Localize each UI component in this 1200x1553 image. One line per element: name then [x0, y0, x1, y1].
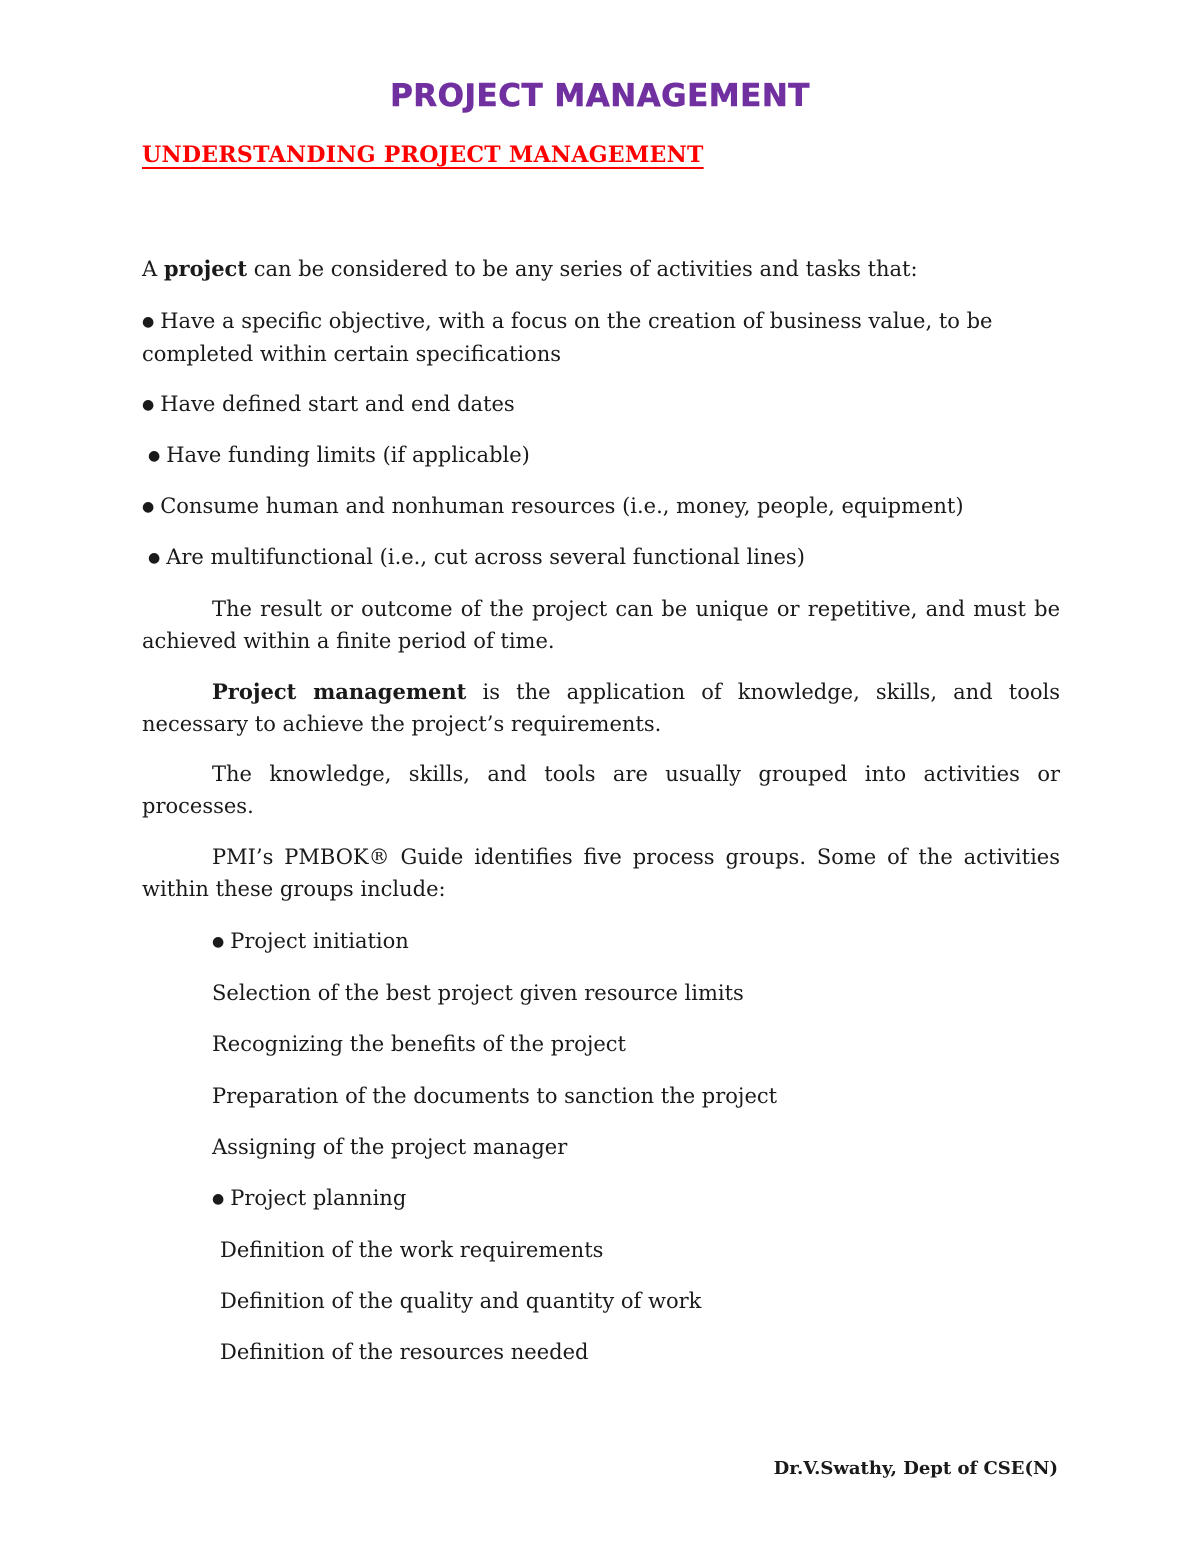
bullet-item — [148, 439, 530, 472]
section-heading: UNDERSTANDING PROJECT MANAGEMENT — [142, 142, 704, 168]
paragraph-project-management — [142, 676, 1060, 740]
bullet-icon: ● — [142, 314, 155, 330]
bullet-text: Have defined start and end dates — [160, 392, 515, 416]
list-item: Preparation of the documents to sanction the project — [212, 1084, 778, 1108]
pm-bold-term: Project management — [212, 679, 467, 704]
intro-sentence — [142, 253, 918, 285]
bullet-item — [142, 388, 515, 421]
list-item: Assigning of the project manager — [212, 1135, 568, 1159]
group-heading — [212, 925, 409, 958]
list-item: Definition of the resources needed — [220, 1340, 589, 1364]
bullet-item — [142, 490, 964, 523]
paragraph-pmi: PMI’s PMBOK® Guide identifies five process groups. Some of the activities within these groups include: — [142, 845, 1060, 901]
paragraph-knowledge: The knowledge, skills, and tools are usually grouped into activities or processes. — [142, 762, 1060, 818]
group-heading-text: Project planning — [230, 1186, 407, 1210]
pm-definition: is the application of knowledge, skills, and tools necessary to achieve the project’s requirements. — [142, 680, 1060, 736]
bullet-icon: ● — [142, 499, 155, 515]
page-title: PROJECT MANAGEMENT — [390, 78, 810, 114]
bullet-icon: ● — [148, 550, 161, 566]
intro-bold-term: project — [163, 256, 248, 281]
bullet-icon: ● — [148, 448, 161, 464]
list-item: Recognizing the benefits of the project — [212, 1032, 626, 1056]
group-heading-text: Project initiation — [230, 929, 409, 953]
bullet-text: Consume human and nonhuman resources (i.e., money, people, equipment) — [160, 494, 964, 518]
bullet-icon: ● — [212, 1191, 225, 1207]
intro-text: can be considered to be any series of activities and tasks that: — [247, 257, 918, 281]
paragraph-result: The result or outcome of the project can be unique or repetitive, and must be achieved within a finite period of time. — [142, 597, 1060, 653]
bullet-item — [148, 541, 805, 574]
list-item: Definition of the work requirements — [220, 1238, 604, 1262]
list-item: Definition of the quality and quantity of work — [220, 1289, 702, 1313]
group-heading — [212, 1182, 406, 1215]
intro-text: A — [142, 257, 164, 281]
bullet-item — [142, 305, 1060, 370]
bullet-icon: ● — [142, 397, 155, 413]
bullet-text: Have funding limits (if applicable) — [166, 443, 530, 467]
bullet-text: Have a specific objective, with a focus on the creation of business value, to be completed within certain specifications — [142, 309, 993, 366]
page-footer: Dr.V.Swathy, Dept of CSE(N) — [773, 1458, 1058, 1479]
bullet-text: Are multifunctional (i.e., cut across several functional lines) — [166, 545, 805, 569]
bullet-icon: ● — [212, 934, 225, 950]
list-item: Selection of the best project given resource limits — [212, 981, 744, 1005]
